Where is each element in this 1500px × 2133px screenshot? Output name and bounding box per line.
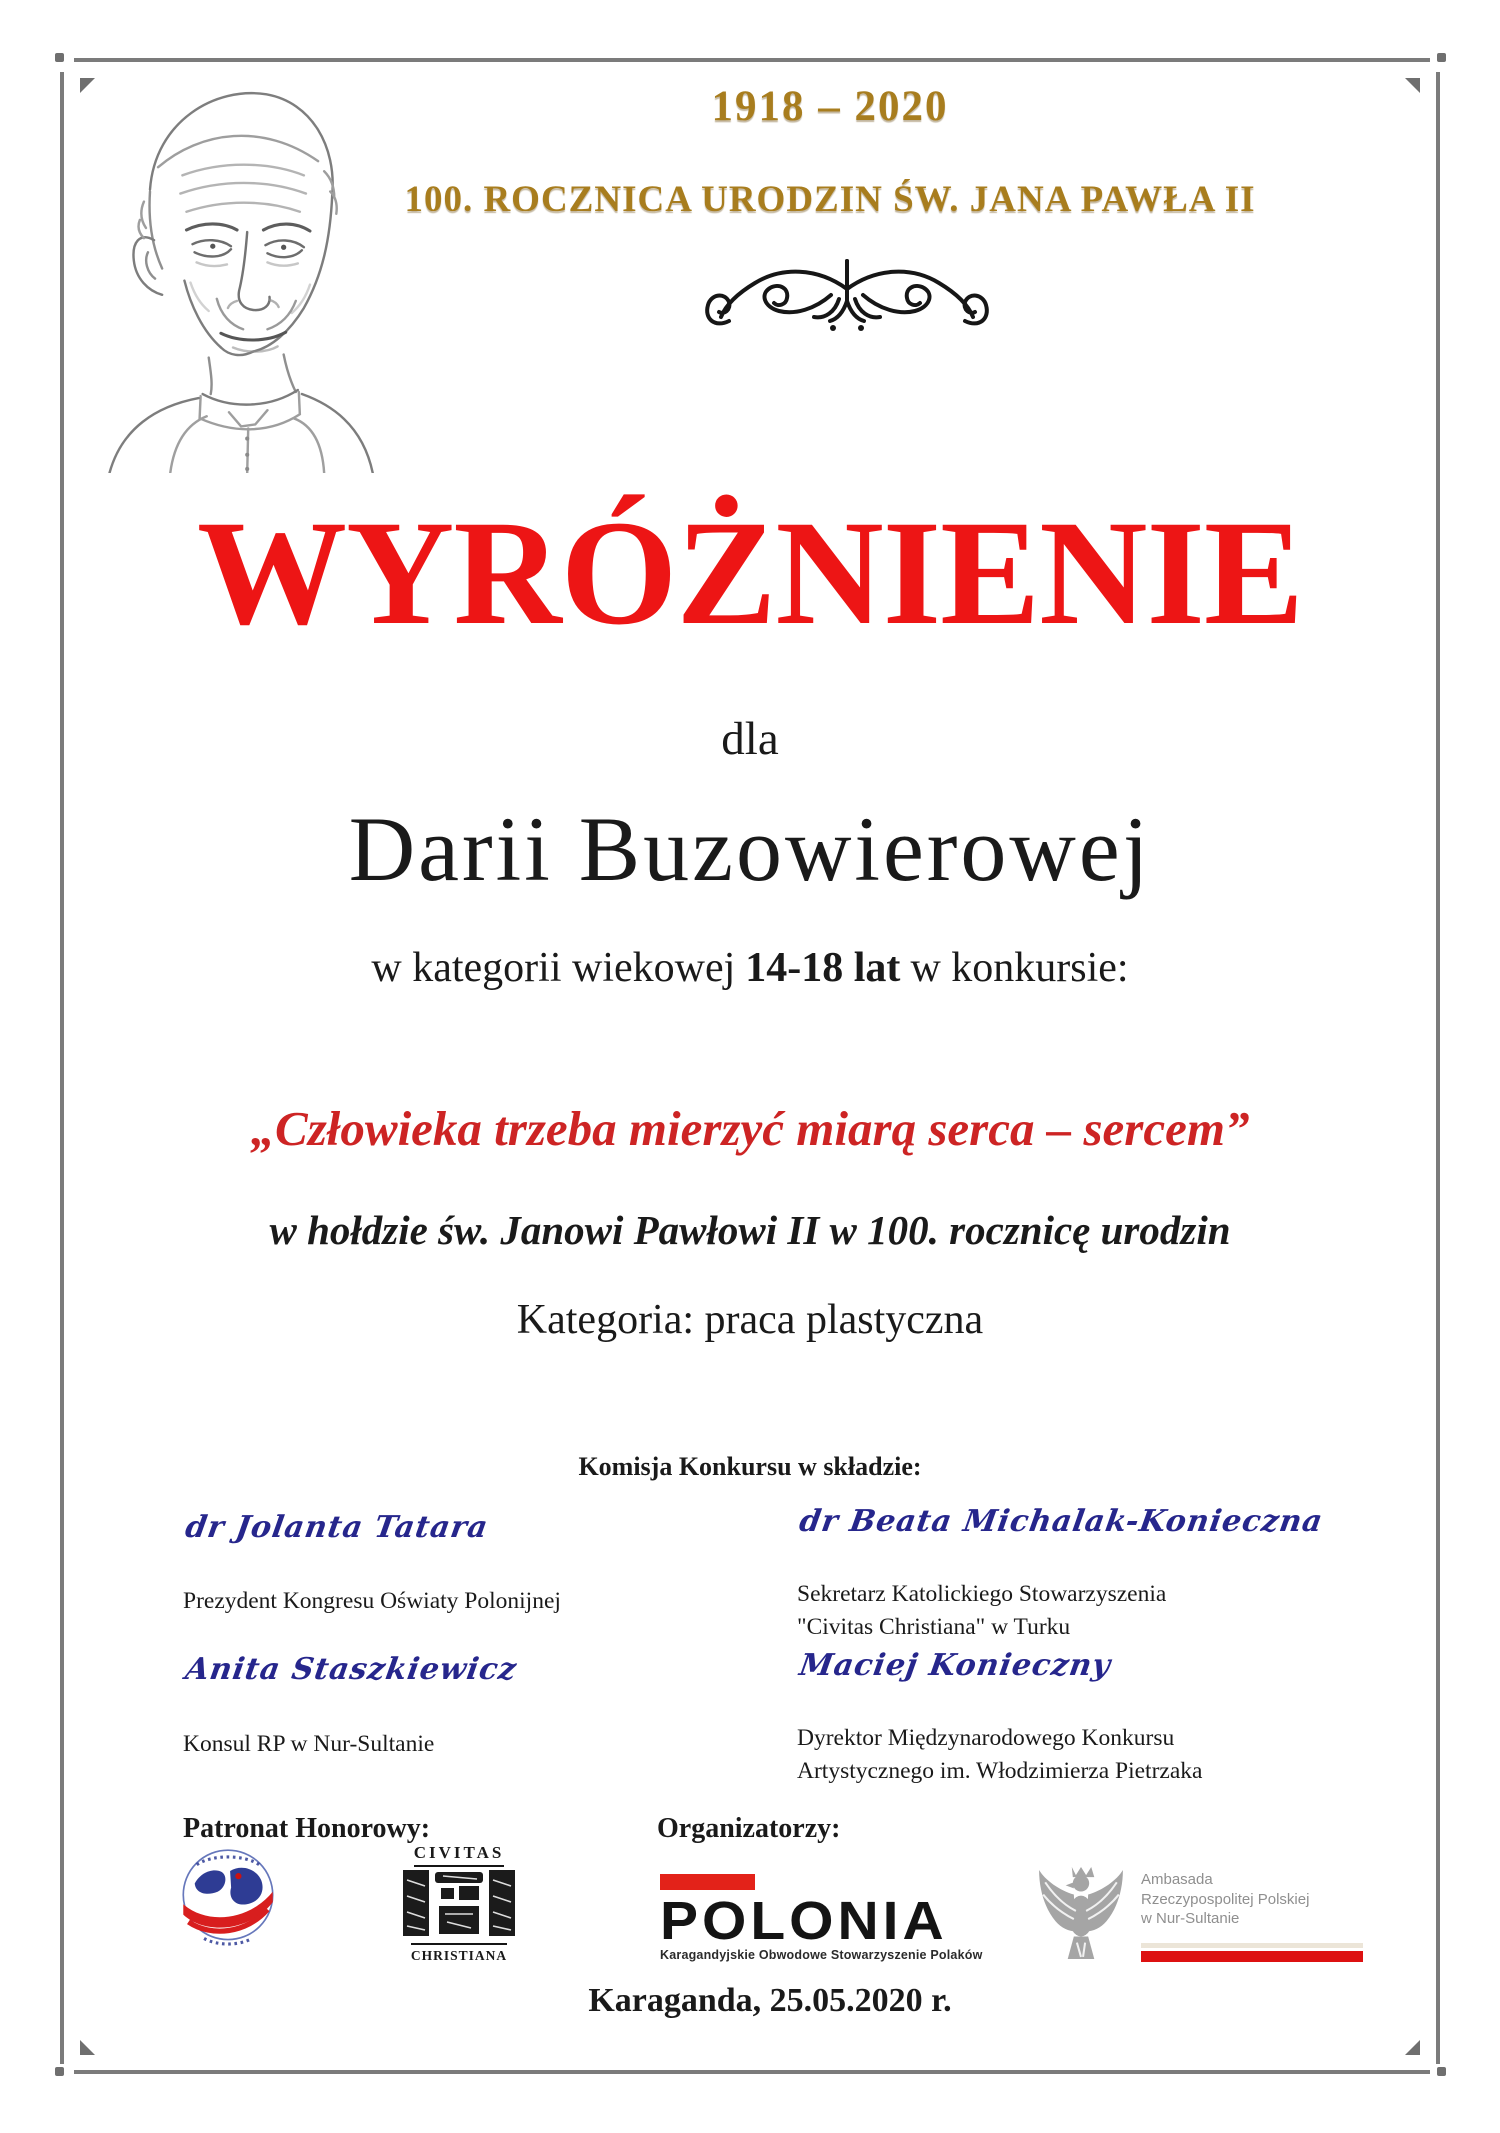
frame-corner-dot: [55, 2067, 64, 2076]
embassy-logo: [1035, 1856, 1363, 1974]
committee-heading: Komisja Konkursu w składzie:: [578, 1452, 922, 1481]
embassy-text-block: [1141, 1856, 1363, 1962]
anniversary-heading: 100. ROCZNICA URODZIN ŚW. JANA PAWŁA II: [404, 179, 1256, 220]
decorative-flourish-icon: [697, 255, 997, 342]
committee-signature: dr Jolanta Tatara: [183, 1510, 491, 1545]
patron-globe-logo-icon: [176, 1846, 280, 1955]
frame-corner-dot: [1437, 2067, 1446, 2076]
frame-right-line: [1436, 72, 1440, 2064]
patronage-label: Patronat Honorowy:: [183, 1813, 431, 1844]
polish-white-eagle-icon: [1035, 1856, 1127, 1974]
committee-member-title: Sekretarz Katolickiego Stowarzyszenia "Civitas Christiana" w Turku: [797, 1581, 1167, 1640]
committee-member-title: Dyrektor Międzynarodowego Konkursu Artystycznego im. Włodzimierza Pietrzaka: [797, 1725, 1203, 1784]
civitas-christiana-logo: [396, 1843, 522, 1965]
anniversary-years: 1918 – 2020: [711, 83, 949, 130]
embassy-line1: Ambasada: [1141, 1871, 1213, 1888]
organizers-label: Organizatorzy:: [657, 1813, 841, 1844]
frame-left-line: [60, 72, 64, 2064]
committee-member-title: Konsul RP w Nur-Sultanie: [183, 1731, 435, 1757]
age-range: 14-18 lat: [745, 945, 901, 991]
polonia-logo-bar: [660, 1874, 755, 1890]
frame-corner-dot: [1437, 53, 1446, 62]
polonia-logo-name: POLONIA: [660, 1891, 948, 1952]
age-prefix: w kategorii wiekowej: [371, 945, 736, 991]
place-and-date: Karaganda, 25.05.2020 r.: [588, 1982, 952, 2019]
committee-member-title: Prezydent Kongresu Oświaty Polonijnej: [183, 1588, 561, 1614]
frame-bottom-line: [74, 2070, 1430, 2074]
committee-signature: Maciej Konieczny: [797, 1648, 1114, 1683]
embassy-line3: w Nur-Sultanie: [1141, 1910, 1240, 1927]
committee-signature: dr Beata Michalak-Konieczna: [797, 1504, 1326, 1539]
recipient-name: Darii Buzowierowej: [348, 798, 1152, 900]
embassy-line2: Rzeczypospolitej Polskiej: [1141, 1890, 1310, 1908]
embassy-flag-red-stripe: [1141, 1951, 1363, 1962]
embassy-flag-white-stripe: [1141, 1943, 1363, 1948]
civitas-logo-top-text: CIVITAS: [414, 1843, 505, 1867]
award-title: WYRÓŻNIENIE: [197, 490, 1303, 656]
award-preposition: dla: [721, 713, 779, 765]
civitas-logo-bottom-text: CHRISTIANA: [411, 1943, 507, 1964]
age-category-line: [0, 944, 1500, 992]
age-suffix: w konkursie:: [910, 945, 1129, 991]
civitas-emblem-icon: [403, 1870, 515, 1936]
contest-tribute: w hołdzie św. Janowi Pawłowi II w 100. rocznicę urodzin: [269, 1207, 1231, 1253]
frame-corner-ornament: [80, 2040, 95, 2055]
polonia-logo-subtitle: Karagandyjskie Obwodowe Stowarzyszenie Polaków: [660, 1948, 983, 1963]
contest-category: Kategoria: praca plastyczna: [516, 1297, 984, 1343]
polonia-logo: [660, 1874, 1040, 1962]
committee-signature: Anita Staszkiewicz: [183, 1652, 520, 1687]
frame-top-line: [74, 58, 1430, 62]
frame-corner-ornament: [1405, 2040, 1420, 2055]
frame-corner-dot: [55, 53, 64, 62]
contest-quote: „Człowieka trzeba mierzyć miarą serca – sercem”: [250, 1101, 1250, 1156]
